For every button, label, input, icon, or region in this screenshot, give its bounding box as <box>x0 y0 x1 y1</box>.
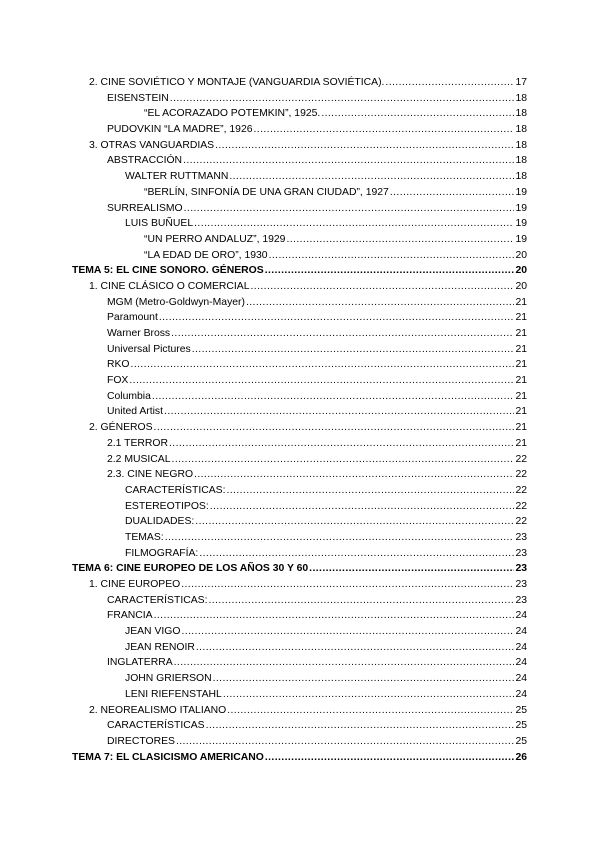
toc-entry[interactable] <box>72 640 527 656</box>
toc-entry-title: 2.3. CINE NEGRO <box>107 469 194 481</box>
toc-entry-title: JEAN VIGO <box>125 626 181 638</box>
toc-entry[interactable] <box>72 624 527 640</box>
toc-dot-leader <box>385 75 514 91</box>
toc-page-number: 18 <box>515 124 527 136</box>
toc-dot-leader <box>321 106 514 122</box>
toc-dot-leader <box>176 734 515 750</box>
toc-entry[interactable] <box>72 436 527 452</box>
toc-dot-leader <box>171 326 514 342</box>
toc-dot-leader <box>184 201 515 217</box>
toc-entry-title: DIRECTORES <box>107 735 175 747</box>
toc-page-number: 20 <box>515 280 527 292</box>
toc-entry[interactable] <box>72 91 527 107</box>
toc-entry-title: 2.1 TERROR <box>107 437 169 449</box>
toc-page-number: 18 <box>515 92 527 104</box>
toc-entry[interactable] <box>72 389 527 405</box>
toc-entry-title: “LA EDAD DE ORO”, 1930 <box>144 249 268 261</box>
toc-page-number: 19 <box>515 218 527 230</box>
toc-entry[interactable] <box>72 734 527 750</box>
toc-entry-title: United Artist <box>107 406 164 418</box>
toc-entry[interactable] <box>72 342 527 358</box>
toc-dot-leader <box>195 514 514 530</box>
toc-entry[interactable] <box>72 185 527 201</box>
toc-entry[interactable] <box>72 655 527 671</box>
toc-dot-leader <box>194 467 514 483</box>
toc-page-number: 24 <box>515 688 527 700</box>
toc-dot-leader <box>286 232 514 248</box>
toc-page-number: 20 <box>515 265 527 277</box>
toc-page-number: 18 <box>515 171 527 183</box>
toc-entry-title: ABSTRACCIÓN <box>107 155 183 167</box>
toc-dot-leader <box>390 185 515 201</box>
toc-chapter-entry[interactable] <box>72 263 527 279</box>
toc-dot-leader <box>192 342 515 358</box>
toc-dot-leader <box>246 295 514 311</box>
toc-page-number: 22 <box>515 500 527 512</box>
toc-entry[interactable] <box>72 201 527 217</box>
toc-dot-leader <box>129 373 514 389</box>
toc-page-number: 22 <box>515 516 527 528</box>
toc-page-number: 18 <box>515 108 527 120</box>
toc-dot-leader <box>265 750 515 766</box>
toc-chapter-entry[interactable] <box>72 750 527 766</box>
toc-dot-leader <box>181 624 514 640</box>
toc-page-number: 19 <box>515 202 527 214</box>
toc-entry[interactable] <box>72 546 527 562</box>
toc-page-number: 23 <box>515 594 527 606</box>
toc-entry-title: SURREALISMO <box>107 202 183 214</box>
toc-entry-title: 1. CINE CLÁSICO O COMERCIAL <box>89 280 250 292</box>
toc-entry-title: 1. CINE EUROPEO <box>89 579 181 590</box>
toc-entry[interactable] <box>72 310 527 326</box>
toc-entry-title: CARACTERÍSTICAS <box>107 720 205 732</box>
toc-entry[interactable] <box>72 295 527 311</box>
toc-entry-title: 2.2 MUSICAL <box>107 453 171 465</box>
toc-entry[interactable] <box>72 216 527 232</box>
toc-dot-leader <box>183 153 514 169</box>
toc-page-number: 21 <box>515 375 527 387</box>
toc-dot-leader <box>154 420 515 436</box>
toc-entry-title: MGM (Metro-Goldwyn-Mayer) <box>107 296 245 308</box>
toc-entry[interactable] <box>72 452 527 468</box>
toc-dot-leader <box>265 263 515 279</box>
toc-entry-title: TEMA 7: EL CLASICISMO AMERICANO <box>72 751 264 763</box>
toc-page-number: 24 <box>515 626 527 638</box>
toc-entry[interactable] <box>72 499 527 515</box>
toc-entry-title: WALTER RUTTMANN <box>125 171 229 183</box>
toc-entry-title: ESTEREOTIPOS: <box>125 500 209 512</box>
toc-entry-title: Columbia <box>107 390 151 402</box>
toc-entry-title: “BERLÍN, SINFONÍA DE UNA GRAN CIUDAD”, 1927 <box>144 186 389 198</box>
toc-dot-leader <box>210 499 515 515</box>
toc-page-number: 18 <box>515 139 527 151</box>
toc-page-number: 21 <box>515 359 527 371</box>
toc-entry-title: LENI RIEFENSTAHL <box>125 688 222 700</box>
toc-dot-leader <box>213 671 515 687</box>
toc-entry-title: TEMA 6: CINE EUROPEO DE LOS AÑOS 30 Y 60 <box>72 563 309 575</box>
toc-dot-leader <box>199 546 514 562</box>
toc-entry-title: TEMAS: <box>125 531 164 543</box>
toc-dot-leader <box>309 561 514 577</box>
toc-page-number: 18 <box>515 155 527 167</box>
toc-page-number: 23 <box>515 563 527 575</box>
toc-entry-title: 2. NEOREALISMO ITALIANO <box>89 704 227 716</box>
toc-dot-leader <box>194 216 514 232</box>
toc-entry-title: FOX <box>107 375 129 387</box>
toc-dot-leader <box>208 593 514 609</box>
table-of-contents <box>72 75 527 765</box>
toc-entry[interactable] <box>72 514 527 530</box>
toc-page-number: 24 <box>515 657 527 669</box>
toc-page-number: 19 <box>515 233 527 245</box>
toc-page-number: 25 <box>515 704 527 716</box>
toc-dot-leader <box>181 577 514 593</box>
toc-entry[interactable] <box>72 326 527 342</box>
toc-entry[interactable] <box>72 122 527 138</box>
toc-entry[interactable] <box>72 530 527 546</box>
toc-entry[interactable] <box>72 279 527 295</box>
toc-entry-title: CARACTERÍSTICAS: <box>125 484 226 496</box>
toc-entry[interactable] <box>72 357 527 373</box>
toc-entry-title: CARACTERÍSTICAS: <box>107 594 208 606</box>
toc-entry[interactable] <box>72 232 527 248</box>
toc-entry-title: “UN PERRO ANDALUZ”, 1929 <box>144 233 286 245</box>
toc-entry-title: TEMA 5: EL CINE SONORO. GÉNEROS <box>72 265 264 277</box>
toc-entry-title: JOHN GRIERSON <box>125 673 212 685</box>
toc-page-number: 21 <box>515 328 527 339</box>
toc-dot-leader <box>174 655 515 671</box>
toc-entry[interactable] <box>72 608 527 624</box>
toc-entry-title: FILMOGRAFÍA: <box>125 547 199 559</box>
toc-entry-title: 2. GÉNEROS <box>89 422 153 434</box>
toc-entry[interactable] <box>72 420 527 436</box>
toc-entry[interactable] <box>72 169 527 185</box>
toc-entry-title: DUALIDADES: <box>125 516 195 528</box>
toc-page-number: 24 <box>515 641 527 653</box>
toc-dot-leader <box>170 91 515 107</box>
toc-dot-leader <box>165 530 515 546</box>
toc-page-number: 25 <box>515 735 527 747</box>
toc-dot-leader <box>172 452 515 468</box>
toc-entry-title: LUIS BUÑUEL <box>125 218 194 230</box>
toc-dot-leader <box>223 687 515 703</box>
toc-page-number: 22 <box>515 469 527 481</box>
toc-entry[interactable] <box>72 373 527 389</box>
toc-entry[interactable] <box>72 75 527 91</box>
toc-page-number: 22 <box>515 484 527 496</box>
toc-entry-title: JEAN RENOIR <box>125 641 195 653</box>
toc-entry[interactable] <box>72 467 527 483</box>
toc-page-number: 23 <box>515 579 527 590</box>
toc-page-number: 22 <box>515 453 527 465</box>
toc-entry[interactable] <box>72 153 527 169</box>
toc-page-number: 21 <box>515 422 527 434</box>
toc-entry[interactable] <box>72 404 527 420</box>
toc-page-number: 24 <box>515 610 527 622</box>
toc-page-number: 20 <box>515 249 527 261</box>
toc-page-number: 23 <box>515 547 527 559</box>
toc-dot-leader <box>227 703 514 719</box>
toc-entry-title: RKO <box>107 359 130 371</box>
toc-entry[interactable] <box>72 718 527 734</box>
toc-page-number: 26 <box>515 751 527 763</box>
toc-dot-leader <box>164 404 514 420</box>
toc-entry[interactable] <box>72 577 527 593</box>
toc-entry-title: PUDOVKIN “LA MADRE”, 1926 <box>107 124 253 136</box>
toc-entry-title: 3. OTRAS VANGUARDIAS <box>89 139 215 151</box>
toc-entry-title: EISENSTEIN <box>107 92 169 104</box>
toc-dot-leader <box>229 169 514 185</box>
toc-entry[interactable] <box>72 483 527 499</box>
toc-page-number: 17 <box>515 77 527 88</box>
toc-page-number: 21 <box>515 390 527 402</box>
toc-dot-leader <box>131 357 515 373</box>
toc-dot-leader <box>159 310 515 326</box>
toc-page-number: 21 <box>515 343 527 355</box>
toc-page-number: 23 <box>515 531 527 543</box>
toc-chapter-entry[interactable] <box>72 561 527 577</box>
toc-entry-title: Warner Bross <box>107 328 171 339</box>
toc-entry-title: 2. CINE SOVIÉTICO Y MONTAJE (VANGUARDIA SOVIÉTICA). <box>89 77 385 88</box>
toc-dot-leader <box>226 483 514 499</box>
toc-page-number: 24 <box>515 673 527 685</box>
toc-entry-title: INGLATERRA <box>107 657 173 669</box>
toc-entry[interactable] <box>72 703 527 719</box>
toc-entry[interactable] <box>72 593 527 609</box>
toc-entry-title: FRANCIA <box>107 610 153 622</box>
toc-dot-leader <box>169 436 514 452</box>
toc-dot-leader <box>251 279 515 295</box>
toc-entry[interactable] <box>72 248 527 264</box>
toc-page-number: 21 <box>515 296 527 308</box>
toc-entry[interactable] <box>72 671 527 687</box>
toc-entry-title: “EL ACORAZADO POTEMKIN”, 1925. <box>144 108 321 120</box>
toc-page-number: 21 <box>515 406 527 418</box>
toc-page-number: 19 <box>515 186 527 198</box>
toc-dot-leader <box>154 608 515 624</box>
toc-dot-leader <box>152 389 515 405</box>
toc-dot-leader <box>215 138 514 154</box>
toc-page-number: 25 <box>515 720 527 732</box>
toc-entry-title: Paramount <box>107 312 158 324</box>
toc-entry-title: Universal Pictures <box>107 343 191 355</box>
toc-page-number: 21 <box>515 437 527 449</box>
toc-entry[interactable] <box>72 687 527 703</box>
toc-entry[interactable] <box>72 106 527 122</box>
toc-dot-leader <box>206 718 515 734</box>
toc-page-number: 21 <box>515 312 527 324</box>
toc-dot-leader <box>269 248 515 264</box>
toc-dot-leader <box>254 122 515 138</box>
toc-entry[interactable] <box>72 138 527 154</box>
toc-dot-leader <box>196 640 515 656</box>
